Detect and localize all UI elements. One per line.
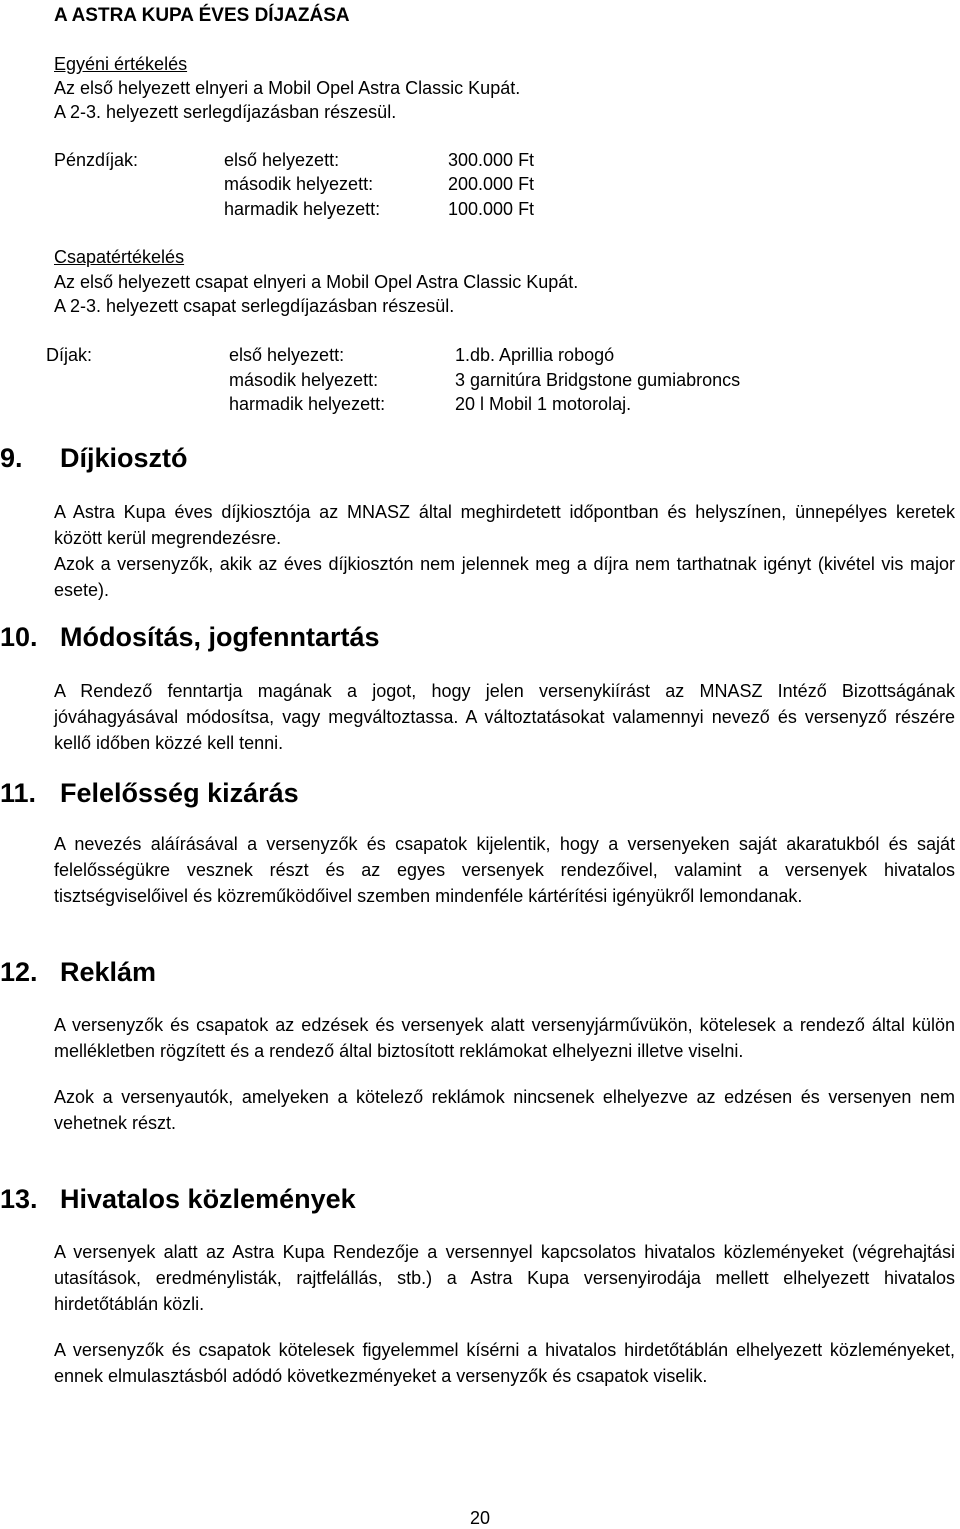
section-title: Díjkiosztó: [60, 443, 188, 473]
paragraph: A Astra Kupa éves díjkiosztója az MNASZ által meghirdetett időpontban és helyszínen, ünnepélyes keretek között kerül megrendezésre.: [54, 502, 955, 548]
prize-money-amount: 100.000 Ft: [448, 199, 535, 219]
section-title: Reklám: [60, 957, 157, 987]
section-heading-10: [0, 622, 960, 656]
section-10-body: [54, 678, 955, 756]
paragraph: Azok a versenyzők, akik az éves díjkiosztón nem jelennek meg a díjra nem tarthatnak igényt (kivétel vis major esete).: [54, 554, 955, 600]
paragraph: A Rendező fenntartja magának a jogot, hogy jelen versenykiírást az MNASZ Intéző Bizottságának jóváhagyásával módosítsa, vagy megváltoztassa. A változtatásokat valamennyi nevező és versenyző részére kellő időben közzé kell tenni.: [54, 681, 955, 753]
section-12-body: [54, 1012, 955, 1136]
section-title: Felelősség kizárás: [60, 778, 299, 808]
section-number: 11.: [0, 778, 37, 808]
section-number: 13.: [0, 1184, 38, 1214]
paragraph: A versenyzők és csapatok kötelesek figyelemmel kísérni a hivatalos hirdetőtáblán elhelyezett közleményeket, ennek elmulasztásból adódó következményeket a versenyzők és csapatok viselik.: [54, 1340, 955, 1386]
individual-heading: Egyéni értékelés: [54, 54, 188, 74]
prize-money-amount: 300.000 Ft: [448, 150, 535, 170]
paragraph: A nevezés aláírásával a versenyzők és csapatok kijelentik, hogy a versenyeken saját akaratukból és saját felelősségükre vesznek részt és az egyes versenyek rendezőivel, valamint a versenyek hivatalos tisztségviselőivel és közreműködőivel szemben mindenféle kártérítési igényükről lemondanak.: [54, 834, 955, 906]
team-line-1: Az első helyezett csapat elnyeri a Mobil Opel Astra Classic Kupát.: [54, 272, 579, 292]
prize-money-amount: 200.000 Ft: [448, 174, 535, 194]
section-number: 9.: [0, 443, 23, 473]
team-line-2: A 2-3. helyezett csapat serlegdíjazásban részesül.: [54, 296, 455, 316]
prizes-place: harmadik helyezett:: [229, 394, 386, 414]
page-number: 20: [469, 1508, 491, 1528]
prizes-place: első helyezett:: [229, 345, 345, 365]
section-number: 12.: [0, 957, 38, 987]
individual-line-1: Az első helyezett elnyeri a Mobil Opel Astra Classic Kupát.: [54, 78, 521, 98]
page-title: A ASTRA KUPA ÉVES DÍJAZÁSA: [54, 5, 350, 26]
section-heading-12: [0, 957, 960, 991]
prizes-item: 3 garnitúra Bridgstone gumiabroncs: [455, 370, 741, 390]
prizes-item: 20 l Mobil 1 motorolaj.: [455, 394, 632, 414]
paragraph: Azok a versenyautók, amelyeken a kötelező reklámok nincsenek elhelyezve az edzésen és versenyen nem vehetnek részt.: [54, 1087, 955, 1133]
team-heading: Csapatértékelés: [54, 247, 185, 267]
prizes-label: Díjak:: [46, 345, 93, 365]
prize-money-place: második helyezett:: [224, 174, 374, 194]
section-9-body: [54, 499, 955, 603]
section-13-body: [54, 1239, 955, 1389]
paragraph: A versenyzők és csapatok az edzések és versenyek alatt versenyjárművükön, kötelesek a rendező által külön mellékletben rögzített és a rendező által biztosított reklámokat elhelyezni illetve viselni.: [54, 1015, 955, 1061]
prizes-item: 1.db. Aprillia robogó: [455, 345, 615, 365]
section-heading-11: [0, 778, 960, 812]
section-heading-13: [0, 1184, 960, 1218]
section-11-body: [54, 831, 955, 909]
paragraph: A versenyek alatt az Astra Kupa Rendezője a versennyel kapcsolatos hivatalos közleményeket (végrehajtási utasítások, eredménylisták, rajtfelállás, stb.) a Astra Kupa versenyirodája mellett elhelyezett hivatalos hirdetőtáblán közli.: [54, 1242, 955, 1314]
section-title: Hivatalos közlemények: [60, 1184, 356, 1214]
prize-money-place: első helyezett:: [224, 150, 340, 170]
prize-money-label: Pénzdíjak:: [54, 150, 139, 170]
section-number: 10.: [0, 622, 38, 652]
prizes-place: második helyezett:: [229, 370, 379, 390]
prize-money-place: harmadik helyezett:: [224, 199, 381, 219]
section-title: Módosítás, jogfenntartás: [60, 622, 380, 652]
individual-line-2: A 2-3. helyezett serlegdíjazásban részesül.: [54, 102, 397, 122]
section-heading-9: [0, 443, 960, 477]
